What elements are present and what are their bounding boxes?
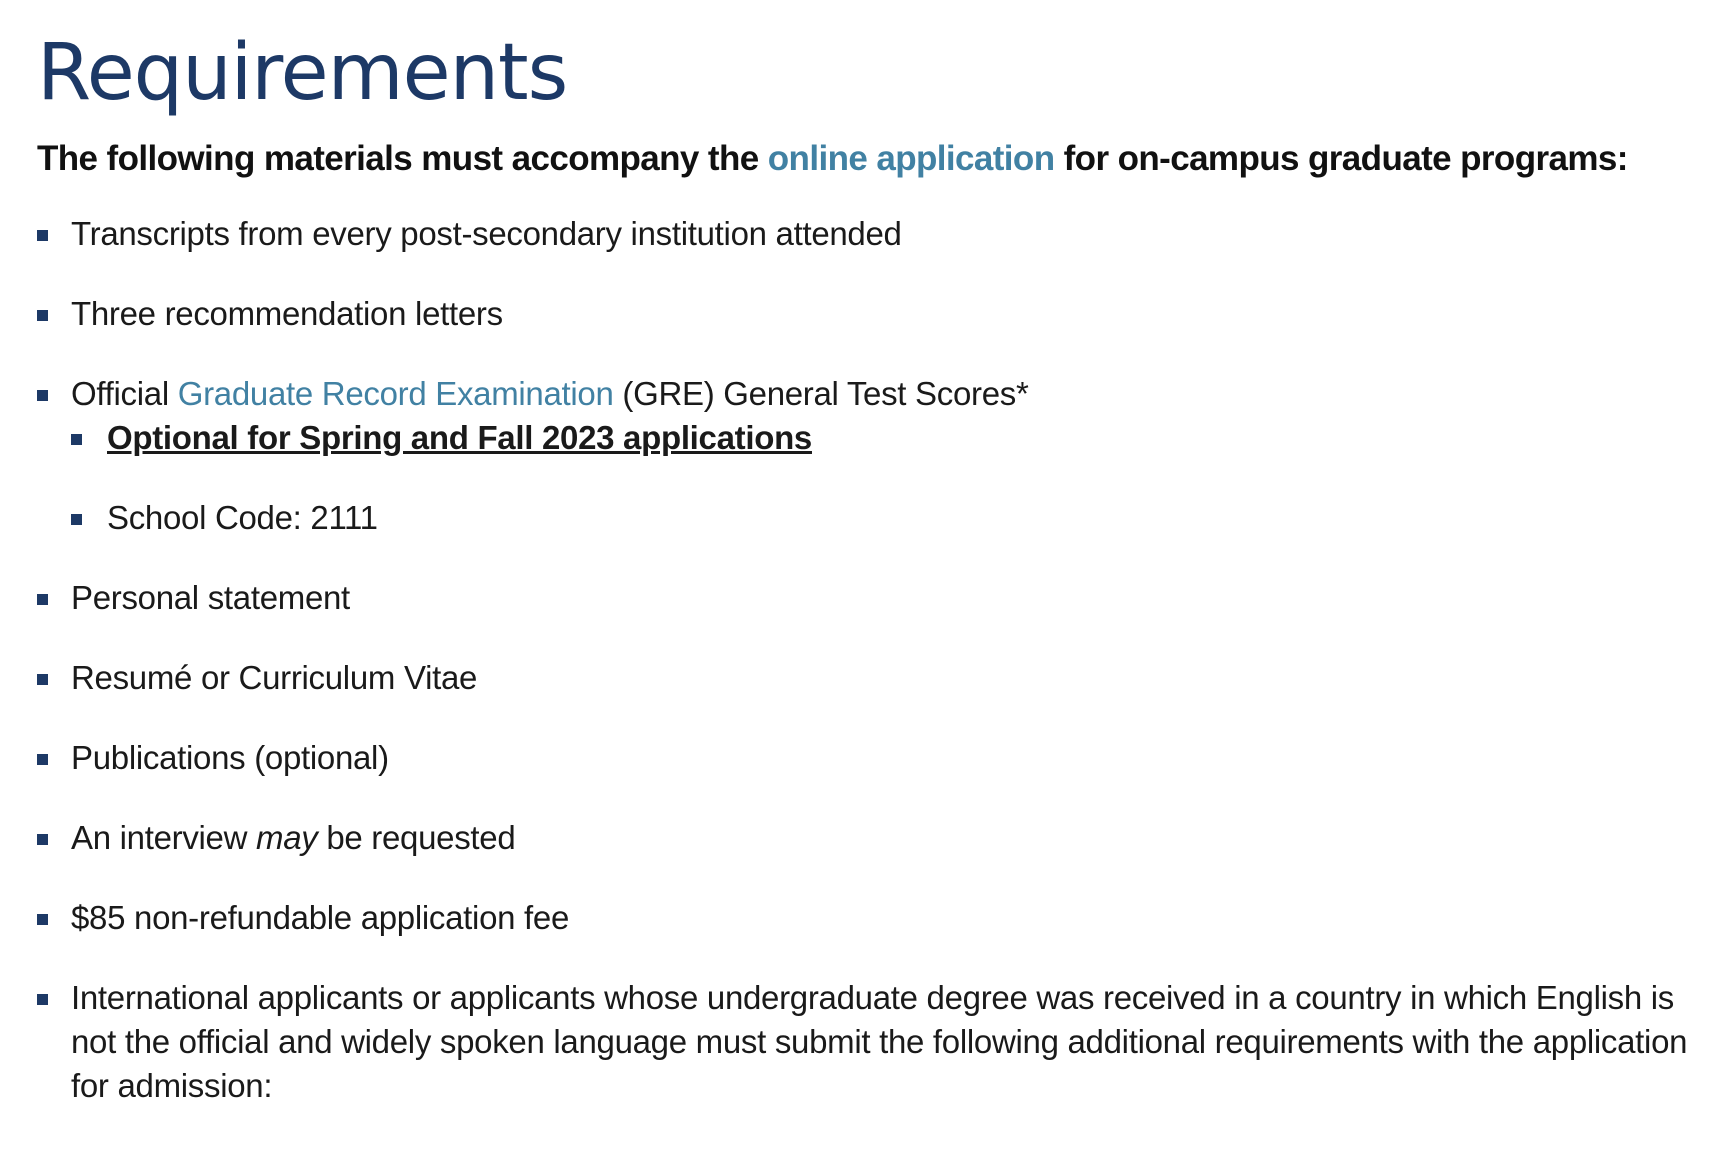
- list-item-publications: [37, 736, 1697, 780]
- bullet-icon: [37, 674, 48, 685]
- list-item-international: [37, 976, 1697, 1108]
- bullet-icon: [37, 594, 48, 605]
- bullet-icon: [37, 230, 48, 241]
- gre-sub-list: [71, 416, 1697, 540]
- online-application-link[interactable]: online application: [767, 139, 1055, 178]
- gre-text-after: (GRE) General Test Scores*: [613, 375, 1029, 412]
- list-item-text: Resumé or Curriculum Vitae: [71, 659, 478, 696]
- gre-link[interactable]: Graduate Record Examination: [177, 375, 614, 412]
- intro-text: [37, 134, 1697, 184]
- interview-emphasis: may: [256, 819, 318, 856]
- sub-item-school-code: [71, 496, 1697, 540]
- list-item-letters: [37, 292, 1697, 336]
- list-item-text: Personal statement: [71, 579, 350, 616]
- list-item-transcripts: [37, 212, 1697, 256]
- bullet-icon: [37, 310, 48, 321]
- list-item-interview: [37, 816, 1697, 860]
- bullet-icon: [71, 434, 82, 445]
- list-item-text: Publications (optional): [71, 739, 389, 776]
- bullet-icon: [37, 994, 48, 1005]
- bullet-icon: [37, 754, 48, 765]
- sub-item-optional: [71, 416, 1697, 460]
- intro-text-after: for on-campus graduate programs:: [1054, 139, 1628, 178]
- bullet-icon: [37, 834, 48, 845]
- bullet-icon: [37, 390, 48, 401]
- interview-text-before: An interview: [71, 819, 257, 856]
- school-code-text: School Code: 2111: [107, 499, 378, 536]
- list-item-statement: [37, 576, 1697, 620]
- list-item-text: $85 non-refundable application fee: [71, 899, 570, 936]
- interview-text-after: be requested: [317, 819, 516, 856]
- optional-note: Optional for Spring and Fall 2023 applications: [107, 419, 812, 456]
- list-item-text: International applicants or applicants whose undergraduate degree was received in a country in which English is not the official and widely spoken language must submit the following additional requirements with the application for admission:: [71, 979, 1688, 1104]
- bullet-icon: [37, 914, 48, 925]
- requirements-list: [37, 212, 1697, 1108]
- intro-text-before: The following materials must accompany the: [37, 139, 768, 178]
- page-title: Requirements: [37, 28, 568, 118]
- list-item-gre: [37, 372, 1697, 540]
- list-item-resume: [37, 656, 1697, 700]
- list-item-text: Three recommendation letters: [71, 295, 503, 332]
- gre-text-before: Official: [71, 375, 178, 412]
- list-item-text: Transcripts from every post-secondary institution attended: [71, 215, 902, 252]
- requirements-section: [37, 0, 1697, 1144]
- bullet-icon: [71, 514, 82, 525]
- list-item-fee: [37, 896, 1697, 940]
